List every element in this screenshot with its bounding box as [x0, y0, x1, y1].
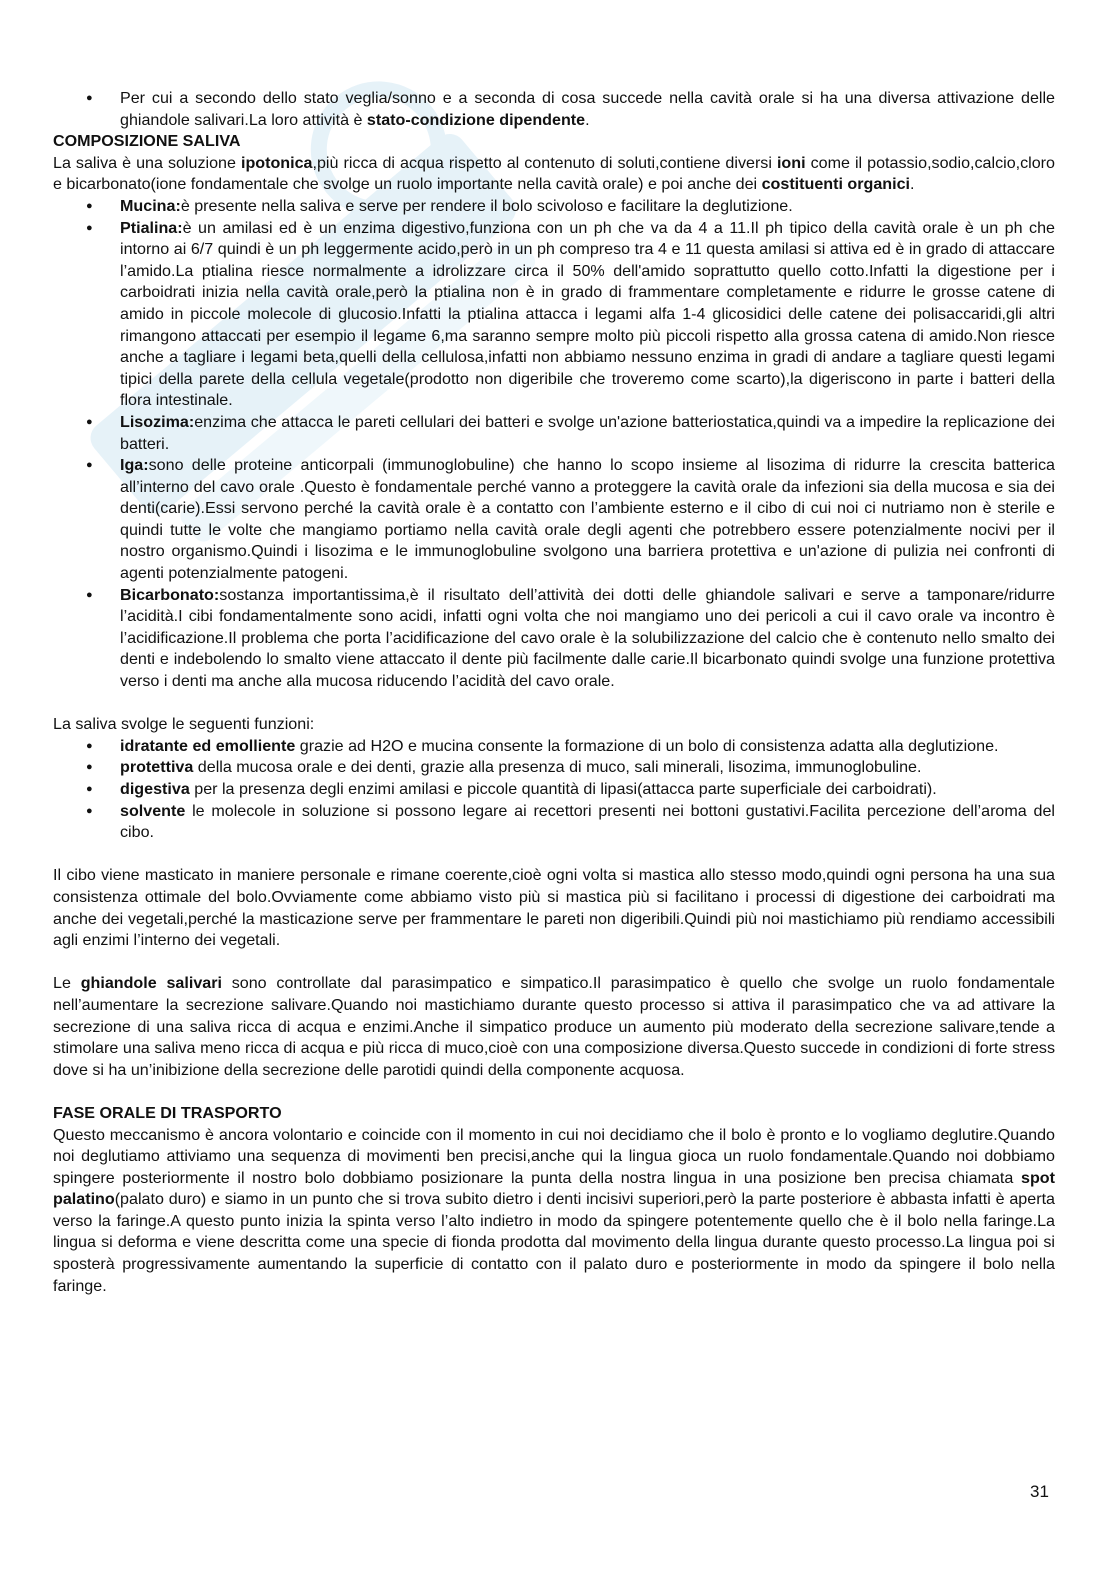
section-heading-fase-orale: FASE ORALE DI TRASPORTO	[53, 1103, 282, 1122]
paragraph-composizione: La saliva è una soluzione ipotonica,più ricca di acqua rispetto al contenuto di soluti,contiene diversi ioni come il potassio,sodio,calcio,cloro e bicarbonato(ione fondamentale che svolge un ruolo importante nella cavità orale) e poi anche dei costituenti organici.	[53, 153, 1055, 194]
list-item: ● Lisozima:enzima che attacca le pareti cellulari dei batteri e svolge un'azione batteriostatica,quindi va a impedire la replicazione dei batteri.	[53, 412, 1055, 455]
page-content	[53, 88, 1055, 1297]
spacer	[53, 1081, 1055, 1103]
page-number: 31	[1030, 1482, 1049, 1501]
list-item: ● Ptialina:è un amilasi ed è un enzima digestivo,funziona con un ph che va da 4 a 11.Il ph tipico della cavità orale è un ph che intorno ai 6/7 quindi è un ph leggermente acido,però in un ph compreso tra 4 e 11 questa amilasi si attiva ed è in grado di attaccare l’amido.La ptialina riesce normalmente a idrolizzare circa il 50% dell'amido soprattutto quello cotto.Infatti la digestione per i carboidrati inizia nella cavità orale,però la ptialina non è in grado di frammentare completamente e ridurre le grosse catene di amido in piccole molecole di glucosio.Infatti la ptialina attacca i legami alfa 1-4 glicosidici delle catene dei polisaccaridi,gli altri rimangono attaccati per esempio il legame 6,ma saranno sempre molto più piccoli rispetto alla grossa catena di amido.Non riesce anche a tagliare i legami beta,quelli della cellulosa,infatti non abbiamo nessuno enzima in gradi di andare a tagliare questi legami tipici della parete della cellula vegetale(prodotto non digeribile che troveremo come scarto),la digeriscono in parte i batteri della flora intestinale.	[53, 218, 1055, 412]
intro-bullet-list	[53, 88, 1055, 131]
list-item: ● Per cui a secondo dello stato veglia/sonno e a seconda di cosa succede nella cavità orale si ha una diversa attivazione delle ghiandole salivari.La loro attività è stato-condizione dipendente.	[53, 88, 1055, 131]
spacer	[53, 952, 1055, 974]
components-list	[53, 196, 1055, 693]
functions-list	[53, 736, 1055, 844]
paragraph-masticazione: Il cibo viene masticato in maniere personale e rimane coerente,cioè ogni volta si mastica allo stesso modo,quindi ogni persona ha una sua consistenza ottimale del bolo.Ovviamente come abbiamo visto più si mastica più si facilitano i processi di digestione dei carboidrati ma anche dei vegetali,perché la masticazione serve per frammentare le pareti non digeribili.Quindi più noi mastichiamo più rendiamo accessibili agli enzimi l’interno dei vegetali.	[53, 866, 1055, 950]
list-item: ● Bicarbonato:sostanza importantissima,è il risultato dell’attività dei dotti delle ghiandole salivari e serve a tamponare/ridurre l’acidità.I cibi fondamentalmente sono acidi, infatti ogni volta che noi mangiamo uno dei pericoli a cui il cavo orale va incontro è l’acidificazione.Il problema che porta l’acidificazione del cavo orale è la solubilizzazione del calcio che è contenuto nello smalto dei denti e indebolendo lo smalto viene attaccato il dente più facilmente dalle carie.Il bicarbonato quindi svolge una funzione protettiva verso i denti ma anche alla mucosa riducendo l’acidità del cavo orale.	[53, 585, 1055, 693]
spacer	[53, 844, 1055, 866]
paragraph-funzioni-intro: La saliva svolge le seguenti funzioni:	[53, 715, 315, 734]
paragraph-ghiandole: Le ghiandole salivari sono controllate dal parasimpatico e simpatico.Il parasimpatico è quello che svolge un ruolo fondamentale nell’aumentare la secrezione salivare.Quando noi mastichiamo durante questo processo si attiva il parasimpatico che va ad attivare la secrezione di una saliva ricca di acqua e enzimi.Anche il simpatico produce un aumento più moderato della secrezione salivare,tende a stimolare una saliva meno ricca di acqua e più ricca di muco,cioè con una composizione diversa.Questo succede in condizioni di forte stress dove si ha un’inibizione della secrezione delle parotidi quindi della componente acquosa.	[53, 974, 1055, 1079]
spacer	[53, 693, 1055, 715]
list-item: ● Mucina:è presente nella saliva e serve per rendere il bolo scivoloso e facilitare la deglutizione.	[53, 196, 1055, 218]
paragraph-fase-orale: Questo meccanismo è ancora volontario e coincide con il momento in cui noi decidiamo che il bolo è pronto e lo vogliamo deglutire.Quando noi deglutiamo attiviamo una sequenza di movimenti ben precisi,anche qui la lingua gioca un ruolo fondamentale.Quando noi dobbiamo spingere posteriormente il nostro bolo dobbiamo posizionare la punta della nostra lingua in una posizione ben precisa chiamata spot palatino(palato duro) e siamo in un punto che si trova subito dietro i denti incisivi superiori,però la parte posteriore è abbasta infatti è aperta verso la faringe.A questo punto inizia la spinta verso l’alto indietro in modo da spingere potentemente quello che è il bolo nella faringe.La lingua si deforma e viene descritta come una specie di fionda prodotta dal movimento della lingua durante questo processo.La lingua poi si sposterà progressivamente aumentando la superficie di contatto con il palato duro e posteriormente in modo da spingere il bolo nella faringe.	[53, 1125, 1055, 1295]
list-item: ● idratante ed emolliente grazie ad H2O e mucina consente la formazione di un bolo di consistenza adatta alla deglutizione.	[53, 736, 1055, 758]
list-item: ● digestiva per la presenza degli enzimi amilasi e piccole quantità di lipasi(attacca parte superficiale dei carboidrati).	[53, 779, 1055, 801]
list-item: ● solvente le molecole in soluzione si possono legare ai recettori presenti nei bottoni gustativi.Facilita percezione dell’aroma del cibo.	[53, 801, 1055, 844]
section-heading-composizione: COMPOSIZIONE SALIVA	[53, 132, 241, 151]
list-item: ● protettiva della mucosa orale e dei denti, grazie alla presenza di muco, sali minerali, lisozima, immunoglobuline.	[53, 757, 1055, 779]
list-item: ● Iga:sono delle proteine anticorpali (immunoglobuline) che hanno lo scopo insieme al lisozima di ridurre la crescita batterica all’interno del cavo orale .Questo è fondamentale perché vanno a proteggere la cavità orale da infezioni sia della mucosa e sia dei denti(carie).Essi servono perché la cavità orale è a contatto con l’ambiente esterno e il cibo di cui noi ci nutriamo non è sterile e quindi tutte le volte che mangiamo portiamo nella cavità orale degli agenti che potrebbero essere potenzialmente nocivi per il nostro organismo.Quindi i lisozima e le immunoglobuline svolgono una barriera protettiva e un'azione di pulizia nei confronti di agenti potenzialmente patogeni.	[53, 455, 1055, 585]
